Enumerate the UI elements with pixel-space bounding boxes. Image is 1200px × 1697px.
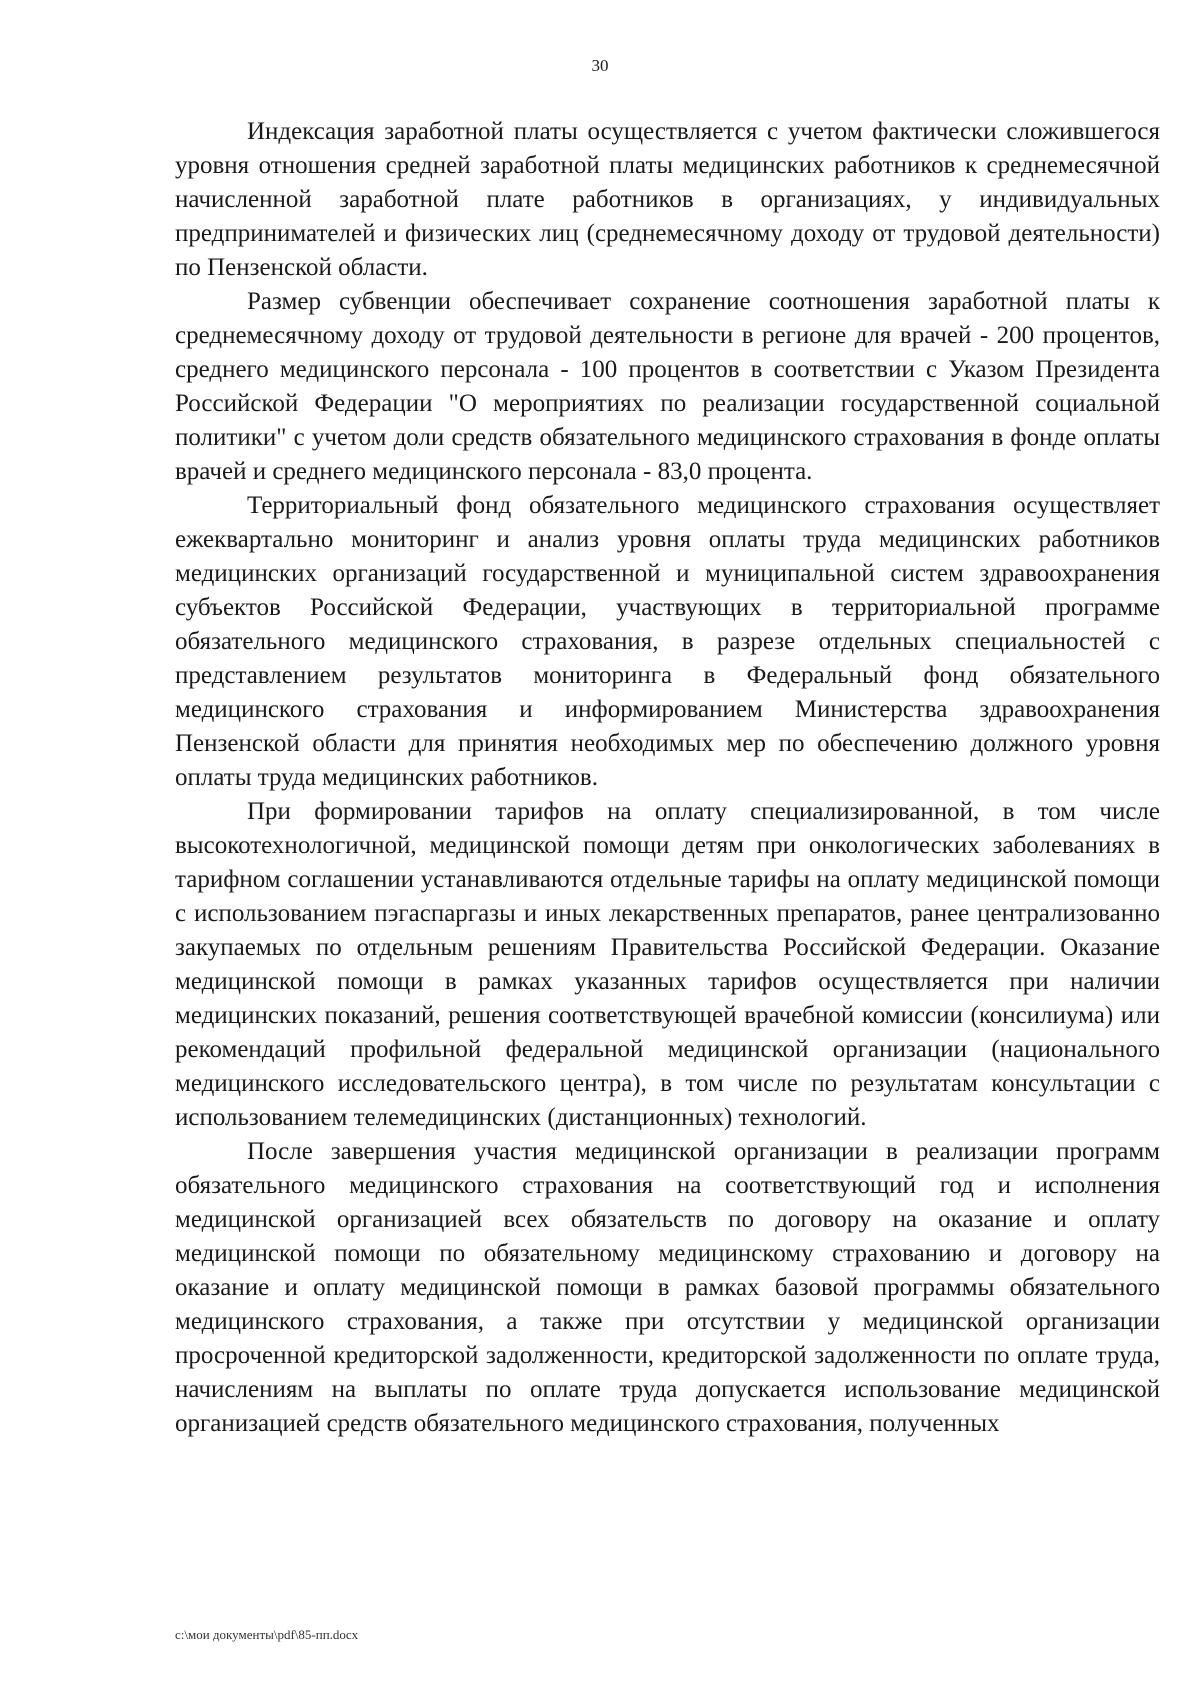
paragraph-salary-indexation: Индексация заработной платы осуществляется с учетом фактически сложившегося уровня отношения средней заработной платы медицинских работников к среднемесячной начисленной заработной плате работников в организациях, у индивидуальных предпринимателей и физических лиц (среднемесячному доходу от трудовой деятельности) по Пензенской области. (175, 118, 1160, 281)
footer-file-path: c:\мои документы\pdf\85-пп.docx (175, 1627, 359, 1642)
document-body (175, 115, 1160, 1441)
paragraph-subvention-size: Размер субвенции обеспечивает сохранение соотношения заработной платы к среднемесячному доходу от трудовой деятельности в регионе для врачей - 200 процентов, среднего медицинского персонала - 100 процентов в соответствии с Указом Президента Российской Федерации "О мероприятиях по реализации государственной социальной политики" с учетом доли средств обязательного медицинского страхования в фонде оплаты врачей и среднего медицинского персонала - 83,0 процента. (175, 288, 1160, 485)
page-number: 30 (591, 56, 609, 75)
paragraph-monitoring: Территориальный фонд обязательного медицинского страхования осуществляет ежеквартально мониторинг и анализ уровня оплаты труда медицинских работников медицинских организаций государственной и муниципальной систем здравоохранения субъектов Российской Федерации, участвующих в территориальной программе обязательного медицинского страхования, в разрезе отдельных специальностей с представлением результатов мониторинга в Федеральный фонд обязательного медицинского страхования и информированием Министерства здравоохранения Пензенской области для принятия необходимых мер по обеспечению должного уровня оплаты труда медицинских работников. (175, 492, 1160, 791)
paragraph-tariff-formation: При формировании тарифов на оплату специализированной, в том числе высокотехнологичной, медицинской помощи детям при онкологических заболеваниях в тарифном соглашении устанавливаются отдельные тарифы на оплату медицинской помощи с использованием пэгаспаргазы и иных лекарственных препаратов, ранее централизованно закупаемых по отдельным решениям Правительства Российской Федерации. Оказание медицинской помощи в рамках указанных тарифов осуществляется при наличии медицинских показаний, решения соответствующей врачебной комиссии (консилиума) или рекомендаций профильной федеральной медицинской организации (национального медицинского исследовательского центра), в том числе по результатам консультации с использованием телемедицинских (дистанционных) технологий. (175, 798, 1160, 1131)
paragraph-completion-of-participation: После завершения участия медицинской организации в реализации программ обязательного медицинского страхования на соответствующий год и исполнения медицинской организацией всех обязательств по договору на оказание и оплату медицинской помощи по обязательному медицинскому страхованию и договору на оказание и оплату медицинской помощи в рамках базовой программы обязательного медицинского страхования, а также при отсутствии у медицинской организации просроченной кредиторской задолженности, кредиторской задолженности по оплате труда, начислениям на выплаты по оплате труда допускается использование медицинской организацией средств обязательного медицинского страхования, полученных (175, 1138, 1160, 1437)
